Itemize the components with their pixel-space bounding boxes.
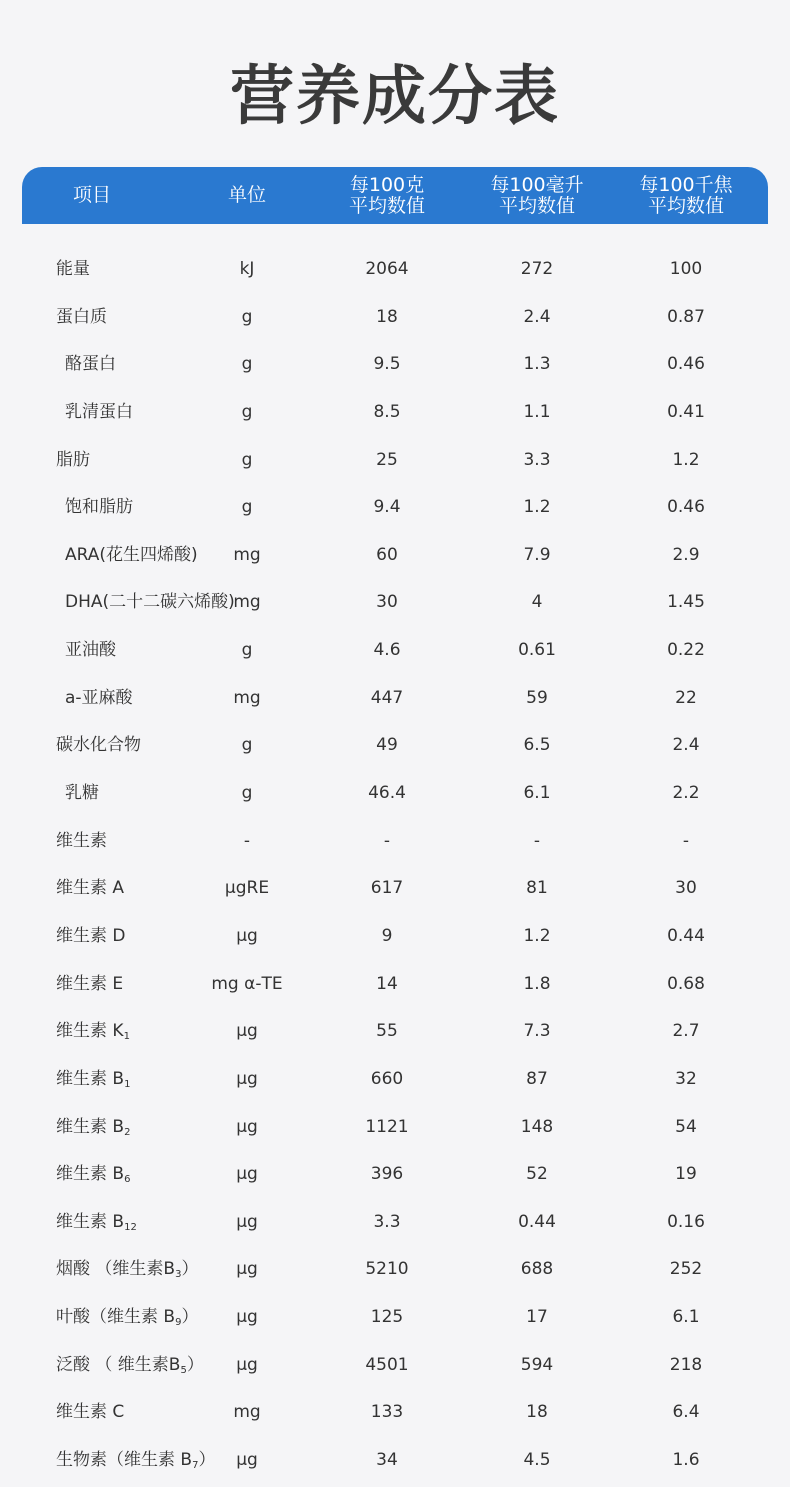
page-title: 营养成分表 xyxy=(230,60,560,134)
row-item-name xyxy=(56,1389,124,1437)
row-per100ml: 52 xyxy=(526,1164,548,1185)
row-unit: μgRE xyxy=(224,878,270,899)
table-row xyxy=(0,294,790,342)
row-item-name xyxy=(65,627,116,675)
header-per100g xyxy=(322,167,452,224)
row-item-name xyxy=(56,1294,198,1342)
row-item-name-text: 能量 xyxy=(56,259,90,279)
table-row xyxy=(0,484,790,532)
row-per100kj: 1.45 xyxy=(667,592,705,613)
header-per100g-line1: 每100克 xyxy=(349,173,425,196)
row-per100g: 14 xyxy=(376,973,398,994)
row-unit: μg xyxy=(236,1068,258,1089)
row-item-name xyxy=(56,1104,130,1152)
table-row xyxy=(0,722,790,770)
row-per100ml: 0.61 xyxy=(518,640,556,661)
table-row xyxy=(0,1294,790,1342)
header-per100ml-line1: 每100毫升 xyxy=(490,173,584,196)
row-per100kj: - xyxy=(682,830,690,851)
row-item-name xyxy=(56,722,141,770)
row-per100g: 125 xyxy=(370,1307,404,1328)
row-per100ml: 6.1 xyxy=(523,783,551,804)
table-row xyxy=(0,627,790,675)
table-row xyxy=(0,532,790,580)
row-unit: - xyxy=(243,830,251,851)
row-item-name xyxy=(56,1199,137,1247)
row-item-name xyxy=(56,913,126,961)
row-per100g: 34 xyxy=(376,1450,398,1471)
row-per100kj: 0.87 xyxy=(667,306,705,327)
table-row xyxy=(0,675,790,723)
row-item-name xyxy=(56,1342,204,1390)
row-unit: kJ xyxy=(239,259,255,279)
table-row xyxy=(0,341,790,389)
row-per100ml: 6.5 xyxy=(523,735,551,756)
row-item-name-text: 蛋白质 xyxy=(56,306,107,327)
header-per100ml-line2: 平均数值 xyxy=(498,194,575,217)
row-per100ml: 1.8 xyxy=(523,973,551,994)
row-per100g: 447 xyxy=(370,687,404,708)
row-item-name-text: 维生素 B xyxy=(56,1164,125,1185)
row-item-name-text: 乳清蛋白 xyxy=(65,401,133,422)
row-per100ml: 3.3 xyxy=(523,449,551,470)
row-per100ml: 18 xyxy=(526,1402,548,1423)
row-per100ml: 148 xyxy=(520,1116,554,1137)
row-item-name xyxy=(56,961,123,1009)
row-unit: g xyxy=(241,354,253,375)
table-row xyxy=(0,1151,790,1199)
row-per100g: 4.6 xyxy=(373,640,401,661)
row-item-name xyxy=(56,437,90,485)
row-item-name xyxy=(56,1056,130,1104)
row-per100g: 46.4 xyxy=(368,783,406,804)
row-unit: mg xyxy=(233,592,261,613)
row-item-subscript: 5 xyxy=(180,1364,187,1376)
row-unit: μg xyxy=(236,1259,258,1280)
row-unit: μg xyxy=(236,1164,258,1185)
row-per100ml: 1.2 xyxy=(523,497,551,518)
row-per100g: 18 xyxy=(376,306,398,327)
row-item-name xyxy=(56,1246,198,1294)
row-item-subscript: 12 xyxy=(124,1221,137,1233)
table-row xyxy=(0,961,790,1009)
table-row xyxy=(0,1389,790,1437)
row-unit: μg xyxy=(236,1354,258,1375)
row-per100g: 8.5 xyxy=(373,401,401,422)
row-per100g: 55 xyxy=(376,1021,398,1042)
row-item-name-text: 饱和脂肪 xyxy=(65,497,133,518)
header-per100kj-line1: 每100千焦 xyxy=(639,173,733,196)
row-per100ml: 7.3 xyxy=(523,1021,551,1042)
row-per100g: 5210 xyxy=(365,1259,409,1280)
row-item-name-text: ARA(花生四烯酸) xyxy=(65,544,198,565)
row-per100ml: 1.3 xyxy=(523,354,551,375)
row-per100g: 49 xyxy=(376,735,398,756)
row-item-name xyxy=(56,818,107,866)
nutrition-table-body xyxy=(0,246,790,1485)
row-per100ml: 1.2 xyxy=(523,925,551,946)
row-per100ml: - xyxy=(533,830,541,851)
row-per100kj: 2.2 xyxy=(672,783,700,804)
row-unit: g xyxy=(241,449,253,470)
row-item-subscript: 2 xyxy=(124,1126,131,1138)
row-per100kj: 1.6 xyxy=(672,1450,700,1471)
row-unit: g xyxy=(241,401,253,422)
row-per100g: 9.5 xyxy=(373,354,401,375)
table-row xyxy=(0,865,790,913)
row-per100kj: 1.2 xyxy=(672,449,700,470)
row-per100g: 660 xyxy=(370,1068,404,1089)
row-per100kj: 218 xyxy=(669,1354,703,1375)
table-row xyxy=(0,913,790,961)
row-item-name-text: 叶酸（维生素 B xyxy=(56,1307,176,1328)
table-row xyxy=(0,1008,790,1056)
row-per100ml: 7.9 xyxy=(523,544,551,565)
row-per100ml: 87 xyxy=(526,1068,548,1089)
row-per100ml: 81 xyxy=(526,878,548,899)
row-item-name-text: 维生素 K xyxy=(56,1021,124,1042)
row-per100g: 617 xyxy=(370,878,404,899)
row-per100ml: 59 xyxy=(526,687,548,708)
table-row xyxy=(0,437,790,485)
row-item-name-text: 泛酸 （ 维生素B xyxy=(56,1354,181,1375)
row-per100kj: 0.16 xyxy=(667,1211,705,1232)
table-row xyxy=(0,1342,790,1390)
row-item-name xyxy=(56,1437,215,1485)
row-per100g: 9 xyxy=(381,925,393,946)
row-item-name xyxy=(56,1008,130,1056)
row-item-name xyxy=(65,341,116,389)
header-unit-label: 单位 xyxy=(227,184,266,206)
row-per100kj: 19 xyxy=(675,1164,697,1185)
row-per100g: 30 xyxy=(376,592,398,613)
header-per100kj-line2: 平均数值 xyxy=(647,194,724,217)
row-per100g: 2064 xyxy=(365,259,409,279)
row-unit: g xyxy=(241,640,253,661)
row-item-name-text: 酪蛋白 xyxy=(65,354,116,375)
row-per100kj: 32 xyxy=(675,1068,697,1089)
row-unit: μg xyxy=(236,1021,258,1042)
row-unit: μg xyxy=(236,1116,258,1137)
row-per100kj: 0.41 xyxy=(667,401,705,422)
row-per100kj: 0.46 xyxy=(667,497,705,518)
row-item-name-text: 乳糖 xyxy=(65,783,99,804)
row-unit: g xyxy=(241,783,253,804)
row-per100g: 25 xyxy=(376,449,398,470)
row-per100kj: 6.4 xyxy=(672,1402,700,1423)
row-per100g: 9.4 xyxy=(373,497,401,518)
row-per100g: 133 xyxy=(370,1402,404,1423)
row-unit: mg xyxy=(233,1402,261,1423)
row-item-name-text: 亚油酸 xyxy=(65,640,116,661)
header-unit xyxy=(205,167,289,224)
table-row xyxy=(0,1246,790,1294)
row-item-name xyxy=(65,770,99,818)
table-row xyxy=(0,579,790,627)
row-item-name xyxy=(65,675,133,723)
row-item-name-text: 维生素 B xyxy=(56,1211,125,1232)
row-per100kj: 2.7 xyxy=(672,1021,700,1042)
row-per100ml: 1.1 xyxy=(523,401,551,422)
row-per100g: 396 xyxy=(370,1164,404,1185)
row-item-name-text: 维生素 E xyxy=(56,973,124,994)
row-per100kj: 6.1 xyxy=(672,1307,700,1328)
row-item-name xyxy=(56,1151,130,1199)
row-unit: g xyxy=(241,497,253,518)
row-unit: g xyxy=(241,735,253,756)
row-per100g: 4501 xyxy=(365,1354,409,1375)
row-item-name-text: 维生素 A xyxy=(56,878,125,899)
row-per100ml: 2.4 xyxy=(523,306,551,327)
row-per100ml: 594 xyxy=(520,1354,554,1375)
table-row xyxy=(0,389,790,437)
row-item-name-text: a-亚麻酸 xyxy=(65,687,133,708)
table-row xyxy=(0,770,790,818)
row-per100ml: 0.44 xyxy=(518,1211,556,1232)
row-item-name-text: DHA(二十二碳六烯酸) xyxy=(65,592,235,613)
row-item-name xyxy=(56,294,107,342)
row-item-name xyxy=(65,484,133,532)
row-per100ml: 4.5 xyxy=(523,1450,551,1471)
row-per100kj: 0.68 xyxy=(667,973,705,994)
row-unit: mg xyxy=(233,544,261,565)
row-per100kj: 30 xyxy=(675,878,697,899)
row-per100kj: 2.9 xyxy=(672,544,700,565)
table-header xyxy=(22,167,768,224)
row-per100kj: 2.4 xyxy=(672,735,700,756)
row-item-subscript: 1 xyxy=(124,1078,131,1090)
row-unit: μg xyxy=(236,1211,258,1232)
row-item-name-text: 维生素 B xyxy=(56,1068,125,1089)
row-item-name xyxy=(65,389,133,437)
row-item-suffix: ） xyxy=(181,1259,199,1280)
row-unit: mg α-TE xyxy=(211,973,283,994)
table-row xyxy=(0,246,790,294)
table-row xyxy=(0,1056,790,1104)
row-per100g: 1121 xyxy=(365,1116,409,1137)
row-per100ml: 4 xyxy=(531,592,543,613)
row-item-name-text: 碳水化合物 xyxy=(56,735,141,756)
row-per100kj: 0.46 xyxy=(667,354,705,375)
row-unit: μg xyxy=(236,925,258,946)
header-item-label: 项目 xyxy=(72,184,111,206)
row-per100ml: 688 xyxy=(520,1259,554,1280)
row-item-name xyxy=(56,865,124,913)
row-item-name-text: 生物素（维生素 B xyxy=(56,1450,193,1471)
row-item-subscript: 6 xyxy=(124,1174,131,1186)
row-unit: μg xyxy=(236,1307,258,1328)
header-per100kj xyxy=(621,167,751,224)
row-per100ml: 17 xyxy=(526,1307,548,1328)
table-row xyxy=(0,818,790,866)
row-item-suffix: ） xyxy=(186,1354,204,1375)
row-item-name-text: 维生素 D xyxy=(56,925,126,946)
row-per100g: - xyxy=(383,830,391,851)
row-item-name-text: 脂肪 xyxy=(56,449,90,470)
row-per100g: 3.3 xyxy=(373,1211,401,1232)
row-per100kj: 0.22 xyxy=(667,640,705,661)
row-unit: g xyxy=(241,306,253,327)
row-per100g: 60 xyxy=(376,544,398,565)
row-item-suffix: ） xyxy=(198,1450,216,1471)
row-item-suffix: ） xyxy=(181,1307,199,1328)
table-row xyxy=(0,1437,790,1485)
row-item-name-text: 维生素 xyxy=(56,830,107,851)
row-unit: mg xyxy=(233,687,261,708)
row-item-subscript: 1 xyxy=(123,1031,130,1043)
row-item-name-text: 维生素 C xyxy=(56,1402,125,1423)
row-item-subscript: 7 xyxy=(192,1460,199,1472)
row-item-name xyxy=(56,246,90,294)
row-per100kj: 54 xyxy=(675,1116,697,1137)
row-item-subscript: 3 xyxy=(175,1269,182,1281)
row-per100kj: 100 xyxy=(669,259,703,279)
row-unit: μg xyxy=(236,1450,258,1471)
table-row xyxy=(0,1104,790,1152)
header-per100ml xyxy=(472,167,602,224)
row-per100kj: 0.44 xyxy=(667,925,705,946)
row-item-name-text: 维生素 B xyxy=(56,1116,125,1137)
row-per100kj: 252 xyxy=(669,1259,703,1280)
header-per100g-line2: 平均数值 xyxy=(348,194,425,217)
row-item-name xyxy=(65,532,198,580)
table-row xyxy=(0,1199,790,1247)
row-item-subscript: 9 xyxy=(175,1317,182,1329)
row-item-name-text: 烟酸 （维生素B xyxy=(56,1259,176,1280)
header-item xyxy=(32,167,152,224)
row-per100kj: 22 xyxy=(675,687,697,708)
row-per100ml: 272 xyxy=(520,259,554,279)
